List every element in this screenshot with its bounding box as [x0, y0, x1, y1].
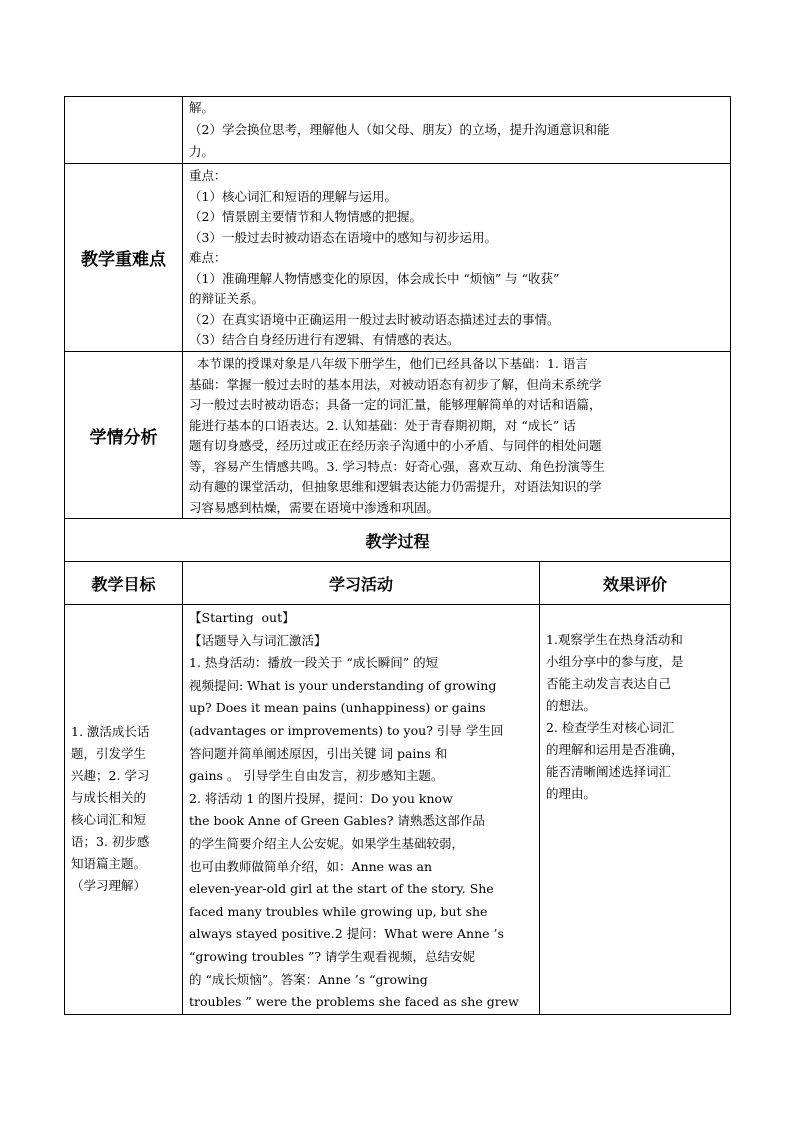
text-line: 视频提问: What is your understanding of growing	[189, 677, 497, 693]
text-line: 与成长相关的	[71, 790, 147, 806]
text-line: “growing troubles ”? 请学生观看视频，总结安妮	[189, 948, 476, 964]
text-line: （2）在真实语境中正确运用一般过去时被动语态描述过去的事情。	[189, 311, 560, 327]
text-line: 题，引发学生	[71, 746, 147, 762]
process-content-row	[65, 605, 731, 1015]
text-line: 的理解和运用是否准确，	[546, 742, 684, 757]
text-line: 能进行基本的口语表达。2. 认知基础：处于青春期初期，对 “成长” 话	[189, 417, 576, 433]
lesson-plan-page	[64, 96, 730, 1015]
text-line: 2. 检查学生对核心词汇	[546, 720, 675, 735]
text-line: 答问题并简单阐述原因，引出关键 词 pains 和	[189, 745, 448, 761]
text-line: always stayed positive.2 提问：What were Anne ’s	[189, 926, 504, 942]
evaluation-cell	[540, 605, 731, 1015]
key-difficult-points-text	[183, 164, 731, 352]
text-line: 的辩证关系。	[189, 291, 265, 306]
text-line: 1. 热身活动：播放一段关于 “成长瞬间” 的短	[189, 655, 439, 671]
text-line: （2）情景剧主要情节和人物情感的把握。	[189, 209, 422, 224]
objective-continuation-text	[183, 97, 731, 164]
text-line: 重点：	[189, 168, 227, 183]
learner-analysis-label: 学情分析	[65, 352, 183, 519]
objective-continuation-row	[65, 97, 731, 164]
text-line: 的理由。	[546, 786, 597, 801]
activity-column-header: 学习活动	[183, 562, 540, 605]
text-line: 小组分享中的参与度，是	[546, 654, 684, 669]
evaluation-column-header: 效果评价	[540, 562, 731, 605]
text-line: 能否清晰阐述选择词汇	[546, 764, 672, 779]
text-line: (advantages or improvements) to you? 引导 学生回	[189, 722, 504, 738]
text-line: （学习理解）	[71, 878, 147, 894]
text-line: （3）结合自身经历进行有逻辑、有情感的表达。	[189, 332, 460, 347]
text-line: 的学生简要介绍主人公安妮。如果学生基础较弱，	[189, 835, 465, 851]
column-header-row	[65, 562, 731, 605]
text-line: up? Does it mean pains (unhappiness) or gains	[189, 700, 486, 716]
text-line: 核心词汇和短	[71, 812, 147, 828]
lesson-plan-table	[64, 96, 731, 1015]
text-line: （3）一般过去时被动语态在语境中的感知与初步运用。	[189, 229, 497, 245]
text-line: faced many troubles while growing up, but she	[189, 903, 488, 919]
text-line: 的 “成长烦恼”。答案：Anne ’s “growing	[189, 971, 428, 987]
learner-analysis-row	[65, 352, 731, 519]
text-line: 语；3. 初步感	[71, 834, 150, 850]
text-line: 基础：掌握一般过去时的基本用法，对被动语态有初步了解，但尚未系统学	[189, 376, 602, 392]
key-difficult-points-row	[65, 164, 731, 352]
text-line: gains 。 引导学生自由发言，初步感知主题。	[189, 768, 444, 784]
text-line: 1.观察学生在热身活动和	[546, 632, 683, 647]
text-line: 解。	[189, 100, 215, 115]
text-line: 习一般过去时被动语态；具备一定的词汇量，能够理解简单的对话和语篇，	[189, 397, 602, 412]
text-line: 本节课的授课对象是八年级下册学生，他们已经具备以下基础：1. 语言	[189, 356, 588, 371]
goal-cell	[65, 605, 183, 1015]
text-line: 等，容易产生情感共鸣。3. 学习特点：好奇心强，喜欢互动、角色扮演等生	[189, 458, 605, 474]
text-line: （1）核心词汇和短语的理解与运用。	[189, 188, 397, 204]
text-line: （2）学会换位思考，理解他人（如父母、朋友）的立场，提升沟通意识和能	[189, 122, 610, 137]
section-title-row	[65, 519, 731, 562]
text-line: 兴趣；2. 学习	[71, 768, 150, 784]
text-line: 力。	[189, 144, 215, 159]
text-line: 习容易感到枯燥，需要在语境中渗透和巩固。	[189, 499, 440, 515]
text-line: （1）准确理解人物情感变化的原因，体会成长中 “烦恼” 与 “收获”	[189, 270, 560, 286]
text-line: 的想法。	[546, 698, 597, 713]
text-line: 知语篇主题。	[71, 856, 147, 872]
learner-analysis-text	[183, 352, 731, 519]
text-line: 1. 激活成长话	[71, 724, 150, 740]
goal-column-header: 教学目标	[65, 562, 183, 605]
text-line: 【Starting out】	[189, 610, 295, 625]
section-title: 教学过程	[65, 519, 731, 562]
key-difficult-points-label: 教学重难点	[65, 164, 183, 352]
text-line: 2. 将活动 1 的图片投屏，提问：Do you know	[189, 790, 453, 806]
empty-label-cell	[65, 97, 183, 164]
activity-cell	[183, 605, 540, 1015]
text-line: troubles ” were the problems she faced as she grew	[189, 994, 519, 1010]
text-line: 难点：	[189, 250, 227, 265]
text-line: eleven-year-old girl at the start of the story. She	[189, 881, 494, 897]
text-line: 题有切身感受，经历过或正在经历亲子沟通中的小矛盾、与同伴的相处问题	[189, 438, 602, 453]
text-line: 也可由教师做简单介绍，如：Anne was an	[189, 858, 433, 874]
text-line: 否能主动发言表达自己	[546, 676, 672, 691]
text-line: the book Anne of Green Gables? 请熟悉这部作品	[189, 813, 485, 829]
text-line: 【话题导入与词汇激活】	[189, 632, 327, 648]
text-line: 动有趣的课堂活动，但抽象思维和逻辑表达能力仍需提升，对语法知识的学	[189, 479, 602, 494]
